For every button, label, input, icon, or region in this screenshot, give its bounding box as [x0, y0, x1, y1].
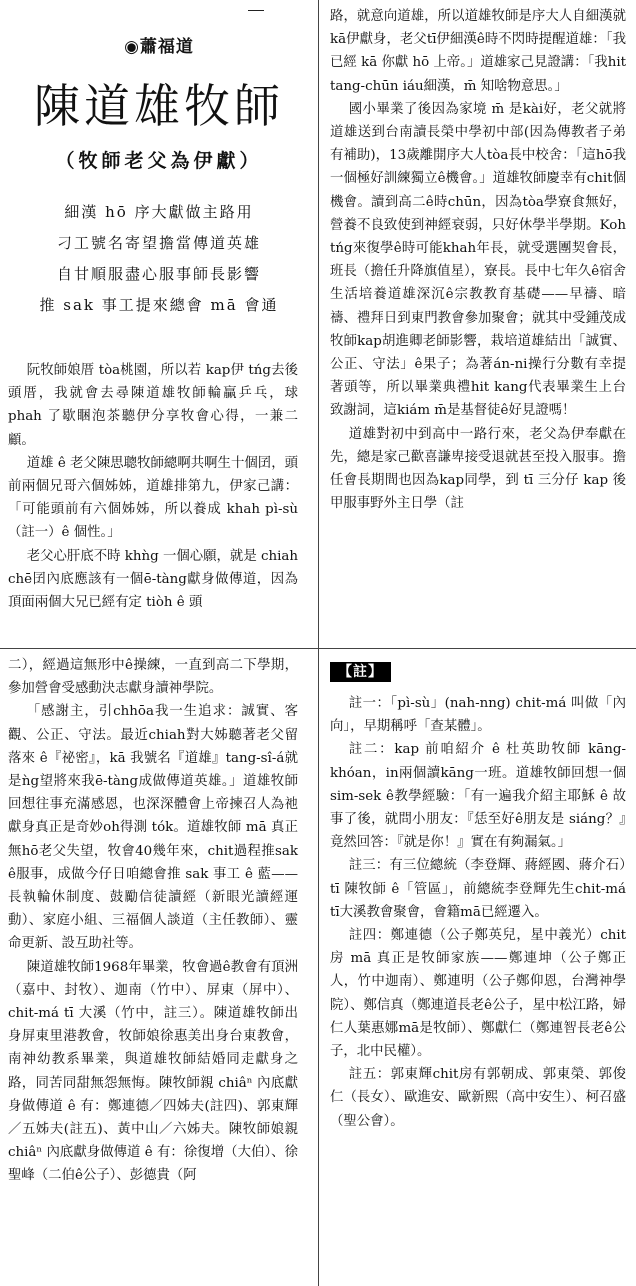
body-column-2: [330, 5, 626, 515]
poem-line: 刁工號名寄望擔當傳道英雄: [56, 234, 261, 252]
paragraph: 老父心肝底不時 khǹg 一個心願，就是 chiah chē囝內底應該有一個ē-tàng獻身做傳道，因為頂面兩個大兄已經有定 tiòh ê 頭: [8, 548, 298, 611]
note-item: 註三：有三位總統（李登輝、蔣經國、蔣介石）tī 陳牧師 ê「管區」，前總統李登輝先生chit-má tī大溪教會聚會，會籍mā已經遷入。: [330, 858, 626, 920]
poem-line: 自甘順服盡心服事師長影響: [56, 265, 261, 283]
paragraph: 國小畢業了後因為家境 m̄ 是kài好，老父就將道雄送到台南讀長榮中學初中部(因為傳教者子弟有補助)，13歲離開序大人tòa長中校舍：「這hō我一個極好訓練獨立ê機會。」道雄牧師慶幸有chit個機會。讀到高二ê時chūn，因為tòa學寮食無好，營養不良致使到神經衰弱，只好休學半學期。Koh tńg來復學ê時可能khah年長，就受選團契會長，班長（擔任升降旗值星），寮長。長中七年久ê宿舍生活培養道雄深沉ê宗教教育基礎——早禱、暗禱、禮拜日到東門教會參加聚會；就其中受鍾茂成牧師kap胡進卿老師影響，栽培道雄結出「誠實、公正、守法」ê果子；為著án-ni操行分數有幸提著頭等，所以畢業典禮hit kang代表畢業生上台致謝詞，這kiám m̄是基督徒ê好見證嗎！: [330, 101, 626, 419]
article-header: [0, 0, 318, 345]
article-title: 陳道雄牧師: [34, 79, 284, 133]
body-column-3: [8, 654, 298, 1188]
note-item: 註四：鄭連德（公子鄭英兒，星中義光）chit 房 mā 真正是牧師家族——鄭連坤（公子鄭正人，竹中迦南）、鄭連明（公子鄭仰恩，台灣神學院）、鄭信真（鄭連道長老ê公子，星中松江路，婦仁人葉惠娜mā是牧師）、鄭獻仁（鄭連智長老ê公子，北中民權）。: [330, 928, 626, 1060]
column-divider-vertical: [318, 0, 319, 1286]
paragraph: 「感謝主，引chhōa我一生追求：誠實、客觀、公正、守法。最近chiah對大姊聽著老父留落來 ê『祕密』，kā 我號名『道雄』tang-sî-á就是ǹg望將來我ē-tàng成做傳道英雄。」道雄牧師回想往事充滿感恩，也深深體會上帝揀召人為祂獻身真正是奇妙oh得測 tók。道雄牧師 mā 真正無hō老父失望，牧會40幾年來，chit過程推sak ê服事，成做今仔日咱總會推 sak 事工 ê 藍——長執輪休制度、鼓勵信徒讀經（新眼光讀經運動）、家庭小組、三福個人談道（主任教師）、靈命更新、設互助社等。: [8, 704, 298, 952]
body-column-1: [8, 359, 298, 614]
notes-heading: 【註】: [330, 662, 391, 682]
note-item: 註二：kap 前咱紹介 ê 杜英助牧師 kāng-khóan，in兩個讀kāng一班。道雄牧師回想一個sim-sek ê教學經驗：「有一遍我介紹主耶穌 ê 故事了後，就問小朋友：『恁至好ê朋友是 siáng？』竟然回答：『就是你！』實在有夠漏氣。」: [330, 742, 626, 851]
column-divider-horizontal: [0, 648, 636, 649]
article-subtitle: （牧師老父為伊獻）: [55, 150, 263, 172]
header-poem: [0, 197, 318, 321]
paragraph: 道雄 ê 老父陳思聰牧師總啊共啊生十個囝，頭前兩個兄哥六個姊姊，道雄排第九，伊家己講：「可能頭前有六個姊姊，所以養成 khah pì-sù（註一）ê 個性。」: [8, 455, 298, 541]
paragraph: 阮牧師娘厝 tòa桃園，所以若 kap伊 tńg去後頭厝，我就會去尋陳道雄牧師輪贏乒乓，球 phah 了歇睏泡茶聽伊分享牧會心得，一兼二顧。: [8, 363, 298, 448]
header-dash: [248, 10, 264, 11]
paragraph: 陳道雄牧師1968年畢業，牧會過ê教會有頂洲（嘉中、封牧）、迦南（竹中）、屏東（屏中）、chit-má tī 大溪（竹中，註三）。陳道雄牧師出身屏東里港教會，牧師娘徐惠美出身台東教會，南神幼教系畢業，與道雄牧師結婚同走獻身之路，同苦同甜無怨無悔。陳牧師親 chiâⁿ 內底獻身做傳道 ê 有：鄭連德／四姊夫(註四)、郭東輝／五姊夫(註五)、黃中山／六姊夫。陳牧師娘親 chiâⁿ 內底獻身做傳道 ê 有：徐復增（大伯）、徐聖峰（二伯ê公子）、彭德貴（阿: [8, 959, 298, 1184]
note-item: 註五：郭東輝chit房有郭朝成、郭東榮、郭俊仁（長女）、歐進安、歐新熙（高中安生）、柯召盛（聖公會）。: [330, 1067, 626, 1129]
note-item: 註一：「pì-sù」(nah-nng) chit-má 叫做「內向」，早期稱呼「查某體」。: [330, 696, 626, 735]
poem-line: 推 sak 事工提來總會 mā 會通: [39, 296, 279, 314]
paragraph: 二），經過這無形中ê操練，一直到高二下學期，參加營會受感動決志獻身讀神學院。: [8, 658, 298, 697]
poem-line: 細漢 hō 序大獻做主路用: [64, 203, 254, 221]
paragraph: 路，就意向道雄，所以道雄牧師是序大人自細漢就kā伊獻身，老父tī伊細漢ê時不閃時提醒道雄：「我已經 kā 你獻 hō 上帝。」道雄家己見證講：「我hit tang-chūn iáu細漢，m̄ 知啥物意思。」: [330, 9, 626, 94]
author-byline: ◉蕭福道: [124, 37, 194, 57]
notes-column: [330, 692, 626, 1133]
paragraph: 道雄對初中到高中一路行來，老父為伊奉獻在先，總是家己歡喜謙卑接受退就甚至投入服事。擔任會長期間也因為kap同學，到 tī 三分仔 kap 後甲服事野外主日學（註: [330, 426, 626, 512]
